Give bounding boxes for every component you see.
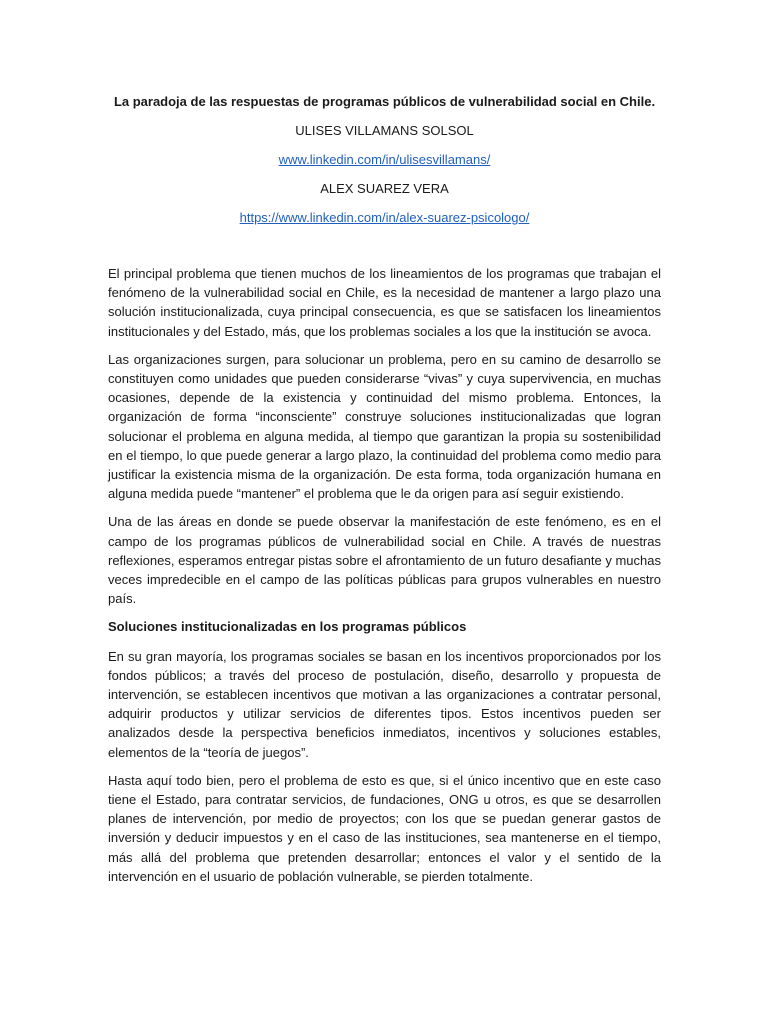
paragraph-4: En su gran mayoría, los programas sociales se basan en los incentivos proporcionados por los fondos públicos; a través del proceso de postulación, diseño, desarrollo y propuesta de intervención, se establecen incentivos que motivan a las organizaciones a contratar personal, adquirir productos y utilizar servicios de diferentes tipos. Estos incentivos pueden ser analizados desde la perspectiva beneficios inmediatos, incentivos y soluciones estables, elementos de la “teoría de juegos”.	[108, 648, 661, 760]
document-title: La paradoja de las respuestas de programas públicos de vulnerabilidad social en Chile.	[113, 94, 656, 109]
author-link-1[interactable]: www.linkedin.com/in/ulisesvillamans/	[278, 152, 491, 167]
paragraph-1: El principal problema que tienen muchos de los lineamientos de los programas que trabajan el fenómeno de la vulnerabilidad social en Chile, es la necesidad de mantener a largo plazo una solución institucionalizada, cuya principal consecuencia, es que se satisfacen los lineamientos institucionales y del Estado, más, que los problemas sociales a los que la institución se avoca.	[108, 266, 661, 339]
section-heading: Soluciones institucionalizadas en los programas públicos	[108, 619, 467, 635]
author-link-2-row	[108, 208, 661, 228]
document-header	[108, 92, 661, 228]
document-body	[108, 264, 661, 895]
author-link-2[interactable]: https://www.linkedin.com/in/alex-suarez-psicologo/	[239, 210, 530, 225]
paragraph-2: Las organizaciones surgen, para solucionar un problema, pero en su camino de desarrollo se constituyen como unidades que pueden considerarse “vivas” y cuya supervivencia, en muchas ocasiones, depende de la existencia y continuidad del mismo problema. Entonces, la organización de forma “inconsciente” construye soluciones institucionalizadas que logran solucionar el problema en alguna medida, al tiempo que garantizan la propia su sostenibilidad en el tiempo, lo que puede generar a largo plazo, la continuidad del problema como medio para justificar la existencia misma de la organización. De esta forma, toda organización humana en alguna medida puede “mantener” el problema que le da origen para así seguir existiendo.	[108, 351, 661, 502]
author-name-1: ULISES VILLAMANS SOLSOL	[295, 123, 474, 138]
author-link-1-row	[108, 150, 661, 170]
author-name-2: ALEX SUAREZ VERA	[320, 181, 449, 196]
paragraph-5: Hasta aquí todo bien, pero el problema de esto es que, si el único incentivo que en este caso tiene el Estado, para contratar servicios, de fundaciones, ONG u otros, es que se desarrollen planes de intervención, por medio de proyectos; con los que se puedan generar gastos de inversión y deducir impuestos y en el caso de las instituciones, sea mantenerse en el tiempo, más allá del problema que pretenden desarrollar; entonces el valor y el sentido de la intervención en el usuario de población vulnerable, se pierden totalmente.	[108, 772, 661, 884]
paragraph-3: Una de las áreas en donde se puede observar la manifestación de este fenómeno, es en el campo de los programas públicos de vulnerabilidad social en Chile. A través de nuestras reflexiones, esperamos entregar pistas sobre el afrontamiento de un futuro desafiante y muchas veces impredecible en el campo de las políticas públicas para grupos vulnerables en nuestro país.	[108, 514, 661, 607]
